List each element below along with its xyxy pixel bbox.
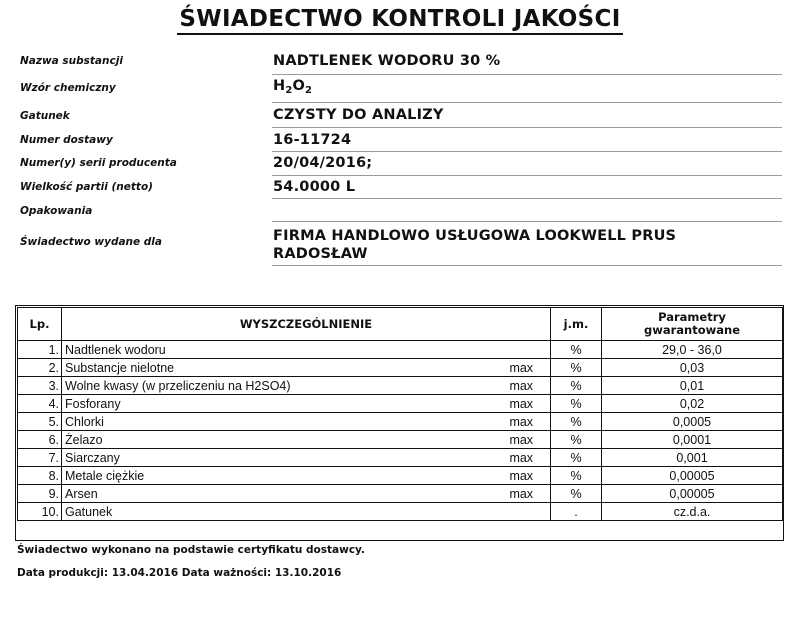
document-title: ŚWIADECTWO KONTROLI JAKOŚCI: [0, 6, 800, 32]
row-number: 2.: [18, 359, 62, 377]
row-number: 3.: [18, 377, 62, 395]
substance-label: Nazwa substancji: [20, 55, 123, 67]
row-limit: max: [493, 449, 551, 467]
row-value: cz.d.a.: [602, 503, 783, 521]
issued-underline: [272, 265, 782, 266]
row-value: 0,01: [602, 377, 783, 395]
table-row: [18, 503, 783, 521]
header-unit: j.m.: [551, 308, 602, 341]
row-unit: %: [551, 431, 602, 449]
row-name: Nadtlenek wodoru: [62, 341, 493, 359]
row-limit: max: [493, 467, 551, 485]
series-label: Numer(y) serii producenta: [20, 157, 177, 169]
row-value: 0,00005: [602, 485, 783, 503]
row-limit: max: [493, 431, 551, 449]
row-limit: max: [493, 359, 551, 377]
row-value: 0,03: [602, 359, 783, 377]
packaging-label: Opakowania: [20, 205, 93, 217]
row-name: Arsen: [62, 485, 493, 503]
row-name: Chlorki: [62, 413, 493, 431]
row-limit: [493, 503, 551, 521]
row-name: Substancje nielotne: [62, 359, 493, 377]
table-row: [18, 395, 783, 413]
row-name: Żelazo: [62, 431, 493, 449]
row-number: 6.: [18, 431, 62, 449]
row-name: Metale ciężkie: [62, 467, 493, 485]
table-row: [18, 413, 783, 431]
row-limit: max: [493, 413, 551, 431]
certificate-note: Świadectwo wykonano na podstawie certyfikatu dostawcy.: [17, 544, 365, 556]
table-header-row: [18, 308, 783, 341]
grade-underline: [272, 127, 782, 128]
row-value: 0,0005: [602, 413, 783, 431]
header-lp: Lp.: [18, 308, 62, 341]
batch-value: 54.0000 L: [273, 179, 356, 195]
batch-label: Wielkość partii (netto): [20, 181, 153, 193]
specification-table: [17, 307, 783, 521]
header-parameters: Parametry gwarantowane: [602, 308, 783, 341]
row-value: 0,00005: [602, 467, 783, 485]
packaging-underline: [272, 221, 782, 222]
table-row: [18, 449, 783, 467]
row-number: 1.: [18, 341, 62, 359]
delivery-underline: [272, 151, 782, 152]
row-unit: %: [551, 359, 602, 377]
row-unit: %: [551, 341, 602, 359]
row-value: 0,0001: [602, 431, 783, 449]
row-number: 8.: [18, 467, 62, 485]
table-row: [18, 377, 783, 395]
row-value: 29,0 - 36,0: [602, 341, 783, 359]
row-unit: %: [551, 377, 602, 395]
issued-value-line2: RADOSŁAW: [273, 246, 368, 262]
row-unit: %: [551, 485, 602, 503]
table-row: [18, 341, 783, 359]
row-number: 4.: [18, 395, 62, 413]
grade-label: Gatunek: [20, 110, 70, 122]
table-row: [18, 485, 783, 503]
row-name: Gatunek: [62, 503, 493, 521]
row-value: 0,001: [602, 449, 783, 467]
series-value: 20/04/2016;: [273, 155, 373, 171]
row-number: 10.: [18, 503, 62, 521]
row-unit: %: [551, 449, 602, 467]
dates-note: Data produkcji: 13.04.2016 Data ważności: 13.10.2016: [17, 567, 342, 579]
row-unit: %: [551, 395, 602, 413]
row-number: 5.: [18, 413, 62, 431]
table-row: [18, 431, 783, 449]
row-unit: %: [551, 413, 602, 431]
row-unit: .: [551, 503, 602, 521]
substance-underline: [272, 74, 782, 75]
row-unit: %: [551, 467, 602, 485]
row-limit: [493, 341, 551, 359]
delivery-label: Numer dostawy: [20, 134, 113, 146]
series-underline: [272, 175, 782, 176]
formula-underline: [272, 102, 782, 103]
row-number: 7.: [18, 449, 62, 467]
row-name: Fosforany: [62, 395, 493, 413]
row-limit: max: [493, 377, 551, 395]
substance-value: NADTLENEK WODORU 30 %: [273, 53, 501, 69]
row-name: Wolne kwasy (w przeliczeniu na H2SO4): [62, 377, 493, 395]
row-value: 0,02: [602, 395, 783, 413]
issued-value-line1: FIRMA HANDLOWO USŁUGOWA LOOKWELL PRUS: [273, 228, 677, 244]
formula-label: Wzór chemiczny: [20, 82, 116, 94]
row-number: 9.: [18, 485, 62, 503]
row-limit: max: [493, 395, 551, 413]
delivery-value: 16-11724: [273, 132, 352, 148]
batch-underline: [272, 198, 782, 199]
row-name: Siarczany: [62, 449, 493, 467]
grade-value: CZYSTY DO ANALIZY: [273, 107, 444, 123]
table-row: [18, 359, 783, 377]
table-body: [18, 341, 783, 521]
row-limit: max: [493, 485, 551, 503]
formula-value: $H_2O_2$: [273, 78, 313, 96]
table-row: [18, 467, 783, 485]
issued-label: Świadectwo wydane dla: [20, 236, 162, 248]
header-specification: WYSZCZEGÓLNIENIE: [62, 308, 551, 341]
